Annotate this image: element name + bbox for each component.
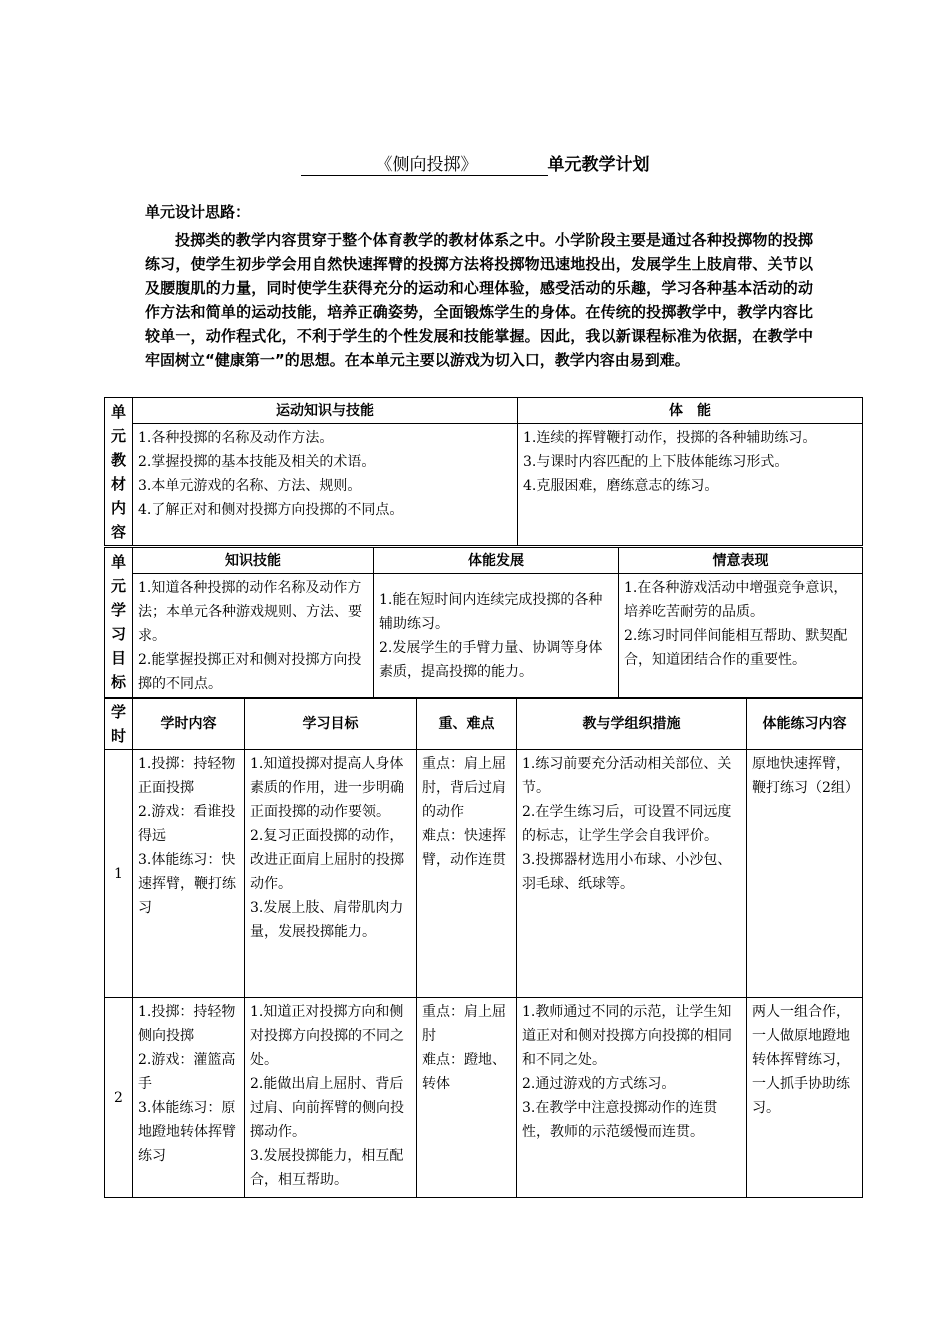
content-header-knowledge: 运动知识与技能 [133,398,518,424]
side-char: 单 [110,403,126,421]
goals-side-label [105,548,133,699]
list-item: 3.与课时内容匹配的上下肢体能练习形式。 [523,454,789,470]
list-item: 1.教师通过不同的示范，让学生知道正对和侧对投掷方向投掷的相同和不同之处。 [522,1004,732,1068]
lessons-table [104,697,863,1198]
table-row [105,750,863,998]
list-item: 3.投掷器材选用小布球、小沙包、羽毛球、纸球等。 [522,852,732,892]
lessons-header-objectives: 学习目标 [245,698,417,750]
list-item: 3.发展上肢、肩带肌肉力量，发展投掷能力。 [250,900,404,940]
list-item: 3.在教学中注意投掷动作的连贯性，教师的示范缓慢而连贯。 [522,1100,718,1140]
content-side-label [105,398,133,546]
content-table [104,397,863,546]
lesson-keypoints-cell [417,750,517,998]
list-item: 1.各种投掷的名称及动作方法。 [138,430,334,446]
lesson-content-cell [133,750,245,998]
side-char: 元 [110,427,126,445]
lessons-header-period [105,698,133,750]
list-item: 3.发展投掷能力，相互配合，相互帮助。 [250,1148,404,1188]
content-header-fitness: 体 能 [518,398,863,424]
list-item: 2.游戏：灌篮高手 [138,1052,236,1092]
list-item: 1.连续的挥臂鞭打动作，投掷的各种辅助练习。 [523,430,817,446]
goals-header-knowledge: 知识技能 [133,548,374,574]
side-char: 习 [110,625,126,643]
lesson-number: 1 [105,750,133,998]
list-item: 3.体能练习：原地蹬地转体挥臂练习 [138,1100,236,1164]
lesson-content-cell [133,998,245,1198]
list-item: 1.投掷：持轻物侧向投掷 [138,1004,236,1044]
lesson-objectives-cell [245,750,417,998]
list-item: 2.游戏：看谁投得远 [138,804,236,844]
goals-fitness-cell [374,574,619,699]
list-item: 2.复习正面投掷的动作，改进正面肩上屈肘的投掷动作。 [250,828,404,892]
list-item: 2.能做出肩上屈肘、背后过肩、向前挥臂的侧向投掷动作。 [250,1076,404,1140]
side-char: 标 [110,673,126,691]
list-item: 2.发展学生的手臂力量、协调等身体素质，提高投掷的能力。 [379,640,603,680]
lessons-header-fitness: 体能练习内容 [747,698,863,750]
lessons-header-keypoints: 重、难点 [417,698,517,750]
list-item: 1.知道投掷对提高人身体素质的作用，进一步明确正面投掷的动作要领。 [250,756,404,820]
side-char: 元 [110,577,126,595]
side-char: 单 [110,553,126,571]
list-item: 1.能在短时间内连续完成投掷的各种辅助练习。 [379,592,603,632]
list-item: 3.体能练习：快速挥臂，鞭打练习 [138,852,236,916]
table-row [105,998,863,1198]
lesson-fitness-cell [747,750,863,998]
lesson-objectives-cell [245,998,417,1198]
list-item: 2.通过游戏的方式练习。 [522,1076,676,1092]
side-char: 目 [110,649,126,667]
lesson-keypoints-cell [417,998,517,1198]
list-item: 1.投掷：持轻物正面投掷 [138,756,236,796]
list-item: 两人一组合作，一人做原地蹬地转体挥臂练习，一人抓手协助练习。 [752,1004,850,1116]
content-knowledge-cell [133,424,518,546]
list-item: 3.本单元游戏的名称、方法、规则。 [138,478,362,494]
list-item: 1.练习前要充分活动相关部位、关节。 [522,756,732,796]
list-item: 2.练习时同伴间能相互帮助、默契配合，知道团结合作的重要性。 [624,628,848,668]
goals-knowledge-cell [133,574,374,699]
goals-header-affect: 情意表现 [619,548,863,574]
unit-name: 《侧向投掷》 [376,150,478,176]
side-char: 容 [110,523,126,541]
goals-header-fitness: 体能发展 [374,548,619,574]
title-underline-left [301,155,376,176]
list-item: 1.知道各种投掷的动作名称及动作方法；本单元各种游戏规则、方法、要求。 [138,580,362,644]
list-item: 原地快速挥臂，鞭打练习（2组） [752,756,859,796]
side-char: 材 [110,475,126,493]
content-fitness-cell [518,424,863,546]
list-item: 2.掌握投掷的基本技能及相关的术语。 [138,454,376,470]
list-item: 难点：蹬地、转体 [422,1052,506,1092]
design-rationale-body: 投掷类的教学内容贯穿于整个体育教学的教材体系之中。小学阶段主要是通过各种投掷物的投掷练习，使学生初步学会用自然快速挥臂的投掷方法将投掷物迅速地投出，发展学生上肢肩带、关节以及腰腹肌的力量，同时使学生获得充分的运动和心理体验，感受活动的乐趣，学习各种基本活动的动作方法和简单的运动技能，培养正确姿势，全面锻炼学生的身体。在传统的投掷教学中，教学内容比较单一，动作程式化，不利于学生的个性发展和技能掌握。因此，我以新课程标准为依据，在教学中牢固树立“健康第一”的思想。在本单元主要以游戏为切入口，教学内容由易到难。 [145,231,813,369]
goals-affect-cell [619,574,863,699]
list-item: 1.知道正对投掷方向和侧对投掷方向投掷的不同之处。 [250,1004,404,1068]
title-underline-right [478,155,548,176]
goals-table [104,547,863,699]
side-char: 教 [110,451,126,469]
lesson-fitness-cell [747,998,863,1198]
list-item: 难点：快速挥臂，动作连贯 [422,828,506,868]
lessons-header-content: 学时内容 [133,698,245,750]
list-item: 重点：肩上屈肘 [422,1004,506,1044]
list-item: 4.克服困难，磨练意志的练习。 [523,478,719,494]
list-item: 重点：肩上屈肘，背后过肩的动作 [422,756,506,820]
list-item: 4.了解正对和侧对投掷方向投掷的不同点。 [138,502,404,518]
lessons-header-measures: 教与学组织措施 [517,698,747,750]
side-char: 内 [110,499,126,517]
list-item: 1.在各种游戏活动中增强竞争意识，培养吃苦耐劳的品质。 [624,580,848,620]
design-rationale [145,200,813,372]
lesson-measures-cell [517,750,747,998]
lesson-number: 2 [105,998,133,1198]
title-suffix: 单元教学计划 [547,155,650,175]
lesson-measures-cell [517,998,747,1198]
list-item: 2.在学生练习后，可设置不同远度的标志，让学生学会自我评价。 [522,804,732,844]
list-item: 2.能掌握投掷正对和侧对投掷方向投掷的不同点。 [138,652,362,692]
header-text: 学时 [110,702,126,745]
side-char: 学 [110,601,126,619]
document-title [0,150,950,176]
design-rationale-heading: 单元设计思路： [145,203,251,221]
